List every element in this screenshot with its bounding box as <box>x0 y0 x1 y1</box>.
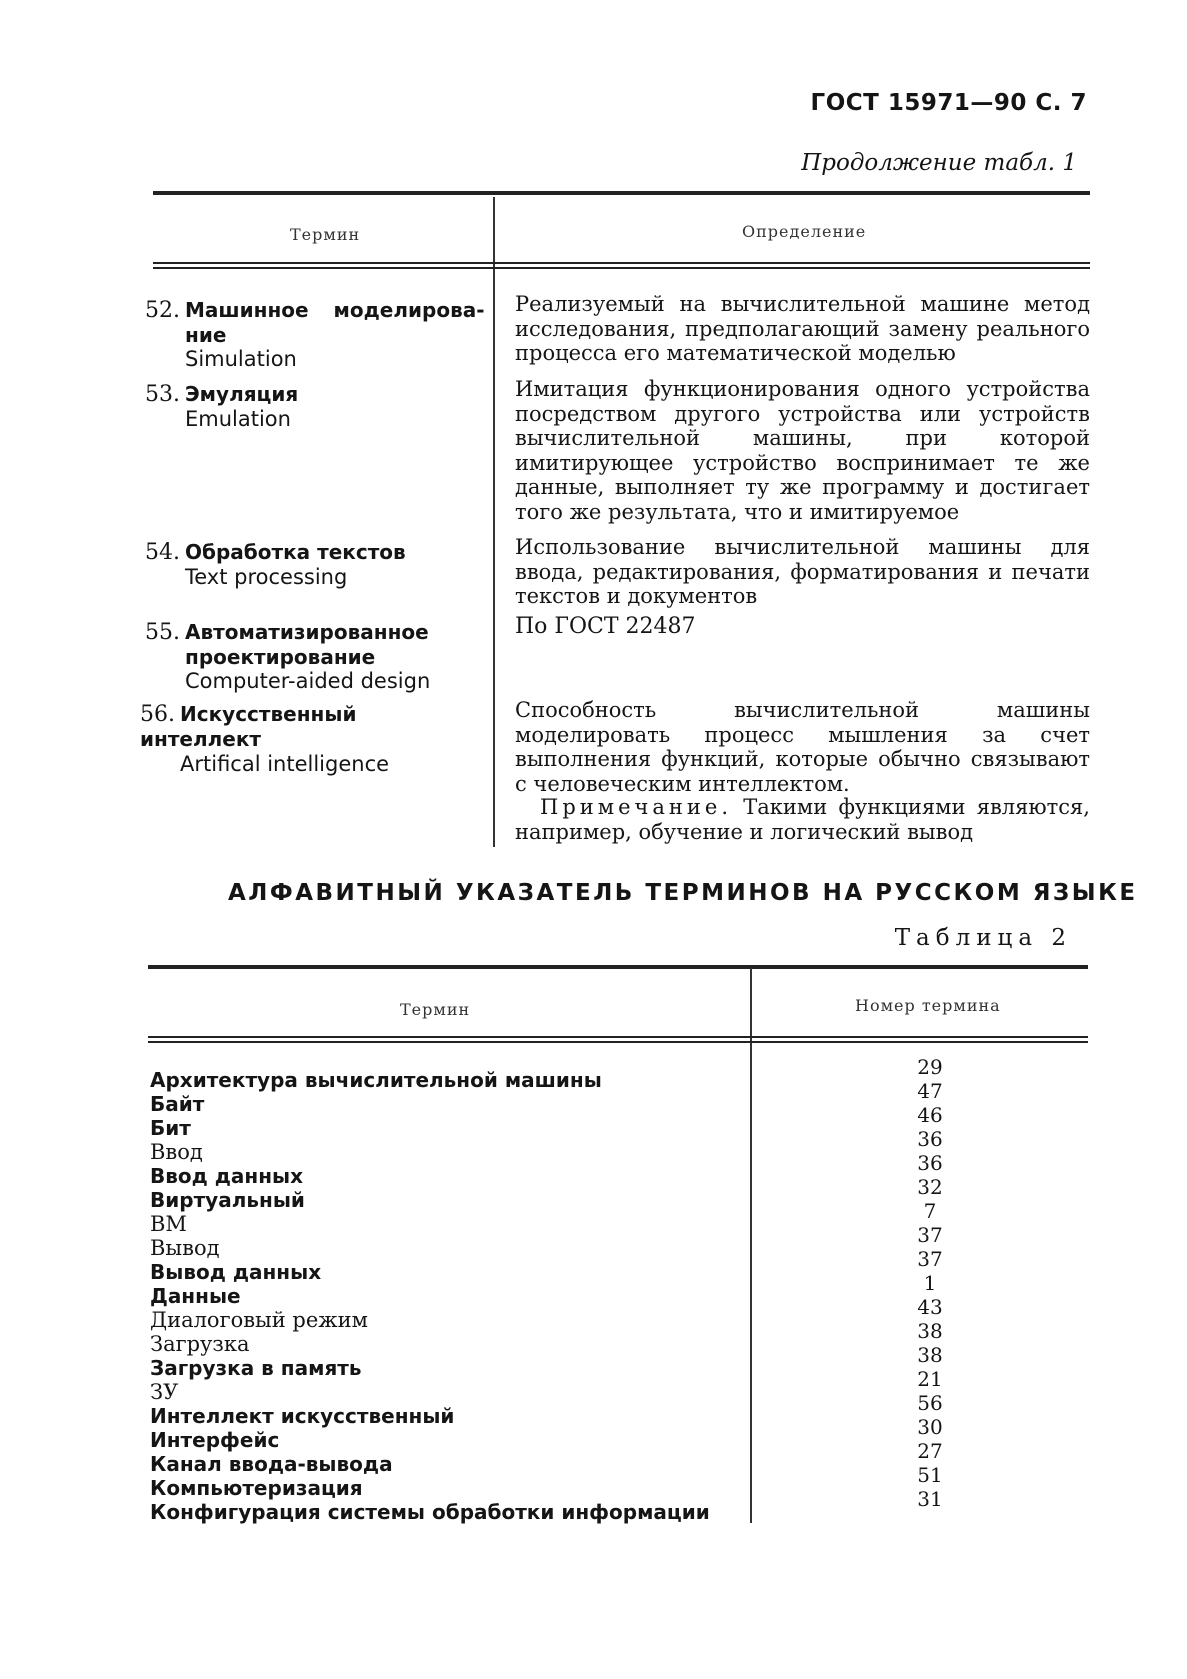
index-term-number: 37 <box>917 1223 943 1247</box>
note-text: Такими функциями являются, например, обучение и логический вывод <box>515 795 1090 844</box>
definition-54: Использование вычислительной машины для ввода, редактирования, форматирования и печати текстов и документов <box>515 535 1090 608</box>
index-term: Бит <box>150 1116 191 1140</box>
term-ru-continued: ние <box>185 323 227 347</box>
index-term-number: 27 <box>917 1439 943 1463</box>
term-number: 53. <box>145 382 180 407</box>
table1-top-rule <box>153 191 1090 195</box>
table1-header-rule-2 <box>153 267 1090 269</box>
term-en: Simulation <box>185 347 297 371</box>
term-number: 55. <box>145 620 180 645</box>
table2-header-rule <box>148 1036 1088 1038</box>
term-entry-53 <box>145 382 485 431</box>
term-en: Computer-aided design <box>185 669 431 693</box>
index-term: ВМ <box>150 1212 187 1236</box>
index-term-number: 38 <box>917 1319 943 1343</box>
index-term: Вывод <box>150 1236 220 1260</box>
index-term-number: 43 <box>917 1295 943 1319</box>
index-term: Канал ввода-вывода <box>150 1452 393 1476</box>
index-term: Загрузка в память <box>150 1356 362 1380</box>
index-term: Виртуальный <box>150 1188 305 1212</box>
index-term: Интеллект искусственный <box>150 1404 455 1428</box>
definition-56-note <box>515 795 1090 844</box>
term-entry-52 <box>145 298 485 371</box>
table1-header-rule <box>153 262 1090 264</box>
term-ru: Обработка текстов <box>185 540 406 564</box>
index-term-number: 37 <box>917 1247 943 1271</box>
index-term-number: 36 <box>917 1127 943 1151</box>
table1-header-term: Термин <box>290 225 361 244</box>
term-ru: Автоматизированное <box>185 620 429 644</box>
index-term: Конфигурация системы обработки информации <box>150 1500 710 1524</box>
index-term-number: 29 <box>917 1055 943 1079</box>
index-term-number: 38 <box>917 1343 943 1367</box>
term-number: 54. <box>145 540 180 565</box>
term-ru: Искусственный интеллект <box>140 702 357 751</box>
term-ru: Эмуляция <box>185 382 299 406</box>
index-term: Ввод данных <box>150 1164 304 1188</box>
term-entry-56 <box>140 702 480 776</box>
table2-column-divider <box>750 968 752 1523</box>
table2-top-rule <box>148 965 1088 969</box>
index-term-number: 1 <box>923 1271 937 1295</box>
term-en: Text processing <box>185 565 348 589</box>
table-continuation-label: Продолжение табл. 1 <box>801 150 1077 176</box>
index-term-list <box>150 1068 710 1524</box>
section-title: АЛФАВИТНЫЙ УКАЗАТЕЛЬ ТЕРМИНОВ НА РУССКОМ ЯЗЫКЕ <box>228 880 1138 906</box>
table2-header-term: Термин <box>400 1000 471 1019</box>
index-term: Компьютеризация <box>150 1476 363 1500</box>
page-header: ГОСТ 15971—90 С. 7 <box>810 90 1087 116</box>
index-term-number: 51 <box>917 1463 943 1487</box>
note-label: Примечание. <box>540 795 733 819</box>
index-term: Архитектура вычислительной машины <box>150 1068 602 1092</box>
index-term: Данные <box>150 1284 241 1308</box>
term-entry-55 <box>145 620 485 693</box>
term-ru: Машинное моделирова- <box>185 298 485 322</box>
table1-header-definition: Определение <box>742 222 867 241</box>
term-entry-54 <box>145 540 485 589</box>
definition-56: Способность вычислительной машины моделировать процесс мышления за счет выполнения функций, которые обычно связывают с человеческим интеллектом. <box>515 698 1090 796</box>
term-en: Emulation <box>185 407 291 431</box>
table2-header-number: Номер термина <box>855 996 1001 1015</box>
definition-53: Имитация функционирования одного устройства посредством другого устройства или устройств вычислительной машины, при которой имитирующее устройство воспринимает те же данные, выполняет ту же программу и достигает того же результата, что и имитируемое <box>515 377 1090 524</box>
index-term-number: 31 <box>917 1487 943 1511</box>
table1-column-divider <box>493 197 495 847</box>
index-term: ЗУ <box>150 1380 179 1404</box>
table2-header-rule-2 <box>148 1041 1088 1043</box>
index-term-number: 32 <box>917 1175 943 1199</box>
term-en: Artifical intelligence <box>180 752 390 776</box>
index-term-number: 21 <box>917 1367 943 1391</box>
index-term-number: 56 <box>917 1391 943 1415</box>
index-term-number: 30 <box>917 1415 943 1439</box>
index-term-number: 46 <box>917 1103 943 1127</box>
index-term-number: 47 <box>917 1079 943 1103</box>
term-number: 56. <box>140 702 175 727</box>
index-term-number: 7 <box>923 1199 937 1223</box>
index-term: Ввод <box>150 1140 203 1164</box>
index-term: Байт <box>150 1092 205 1116</box>
index-term: Интерфейс <box>150 1428 280 1452</box>
index-term: Диалоговый режим <box>150 1308 368 1332</box>
term-number: 52. <box>145 298 180 323</box>
index-term: Вывод данных <box>150 1260 322 1284</box>
index-term-number: 36 <box>917 1151 943 1175</box>
index-term: Загрузка <box>150 1332 250 1356</box>
index-number-list <box>880 1055 980 1511</box>
term-ru-continued: проектирование <box>185 645 376 669</box>
table2-caption: Таблица 2 <box>894 925 1072 951</box>
definition-52: Реализуемый на вычислительной машине метод исследования, предполагающий замену реального процесса его математической моделью <box>515 292 1090 365</box>
definition-55: По ГОСТ 22487 <box>515 614 696 639</box>
